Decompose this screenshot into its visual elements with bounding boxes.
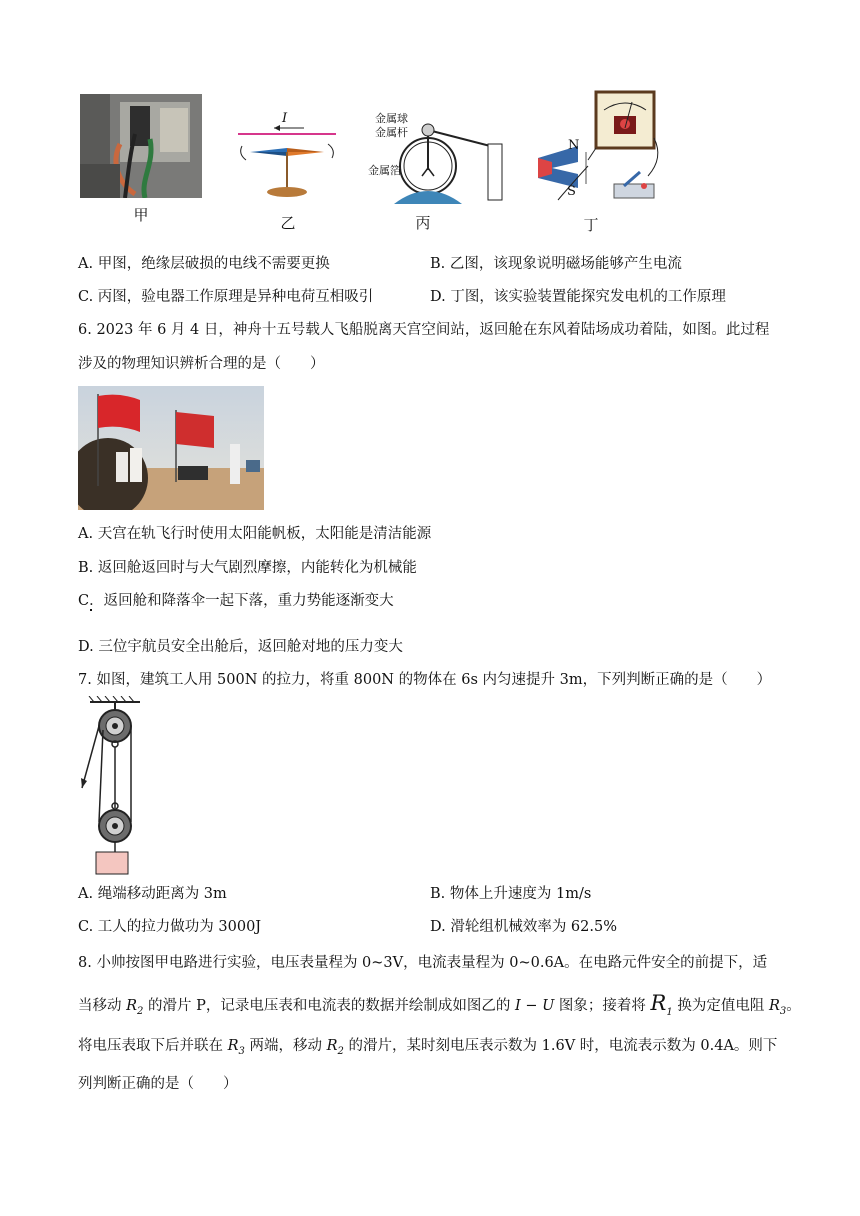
figure-ding-motor-experiment bbox=[528, 88, 668, 213]
figure-label-ding: 丁 bbox=[583, 216, 599, 234]
figure-jia-wiring-photo bbox=[80, 94, 202, 198]
var-I-U: I − U bbox=[515, 998, 555, 1014]
q5-option-C: C. 丙图，验电器工作原理是异种电荷互相吸引 bbox=[78, 289, 374, 305]
var-R2: $R_2$ bbox=[126, 998, 144, 1017]
q6-option-D: D. 三位宇航员安全出舱后，返回舱对地的压力变大 bbox=[78, 639, 403, 655]
q8-line1: 8. 小帅按图甲电路进行实验，电压表量程为 0~3V，电流表量程为 0~0.6A。在电路元件安全的前提下，适 bbox=[78, 955, 768, 971]
label-metal-ball: 金属球 bbox=[375, 112, 408, 125]
q7-stem: 7. 如图，建筑工人用 500N 的拉力，将重 800N 的物体在 6s 内匀速提升 3m，下列判断正确的是（ ） bbox=[78, 672, 772, 688]
q5-option-B: B. 乙图，该现象说明磁场能够产生电流 bbox=[430, 256, 682, 272]
q6-option-A: A. 天宫在轨飞行时使用太阳能帆板，太阳能是清洁能源 bbox=[78, 526, 432, 542]
q7-option-A: A. 绳端移动距离为 3m bbox=[78, 886, 227, 902]
var-R1: $R_1$ bbox=[650, 991, 673, 1019]
label-metal-rod: 金属杆 bbox=[375, 126, 408, 139]
magnet-pole-N: N bbox=[568, 138, 580, 153]
q7-option-D: D. 滑轮组机械效率为 62.5% bbox=[430, 919, 617, 935]
label-metal-foil: 金属箔 bbox=[368, 164, 401, 177]
q6-option-B: B. 返回舱返回时与大气剧烈摩擦，内能转化为机械能 bbox=[78, 560, 417, 576]
figure-landing-photo bbox=[78, 386, 264, 510]
q8-line4: 列判断正确的是（ ） bbox=[78, 1076, 238, 1092]
figure-label-bing: 丙 bbox=[415, 214, 431, 232]
q5-option-A: A. 甲图，绝缘层破损的电线不需要更换 bbox=[78, 256, 330, 272]
q7-option-B: B. 物体上升速度为 1m/s bbox=[430, 886, 592, 902]
figure-label-jia: 甲 bbox=[133, 206, 149, 224]
q7-option-C: C. 工人的拉力做功为 3000J bbox=[78, 919, 262, 935]
q8-line2: 当移动 $R_2$ 的滑片 P，记录电压表和电流表的数据并绘制成如图乙的 I − U 图象；接着将 $R_1$ 换为定值电阻 $R_3$。 bbox=[78, 991, 801, 1019]
var-R2: $R_2$ bbox=[326, 1038, 344, 1057]
var-R3: $R_3$ bbox=[768, 998, 787, 1017]
var-R3: $R_3$ bbox=[227, 1038, 245, 1057]
figure-pulley-system bbox=[76, 696, 146, 876]
q8-line3: 将电压表取下后并联在 $R_3$ 两端，移动 $R_2$ 的滑片，某时刻电压表示数为 1.6V 时，电流表示数为 0.4A。则下 bbox=[78, 1038, 778, 1057]
q6-stem-line1: 6. 2023 年 6 月 4 日，神舟十五号载人飞船脱离天宫空间站，返回舱在东风着陆场成功着陆，如图。此过程 bbox=[78, 322, 770, 338]
q6-stem-line2: 涉及的物理知识辨析合理的是（ ） bbox=[78, 356, 325, 372]
magnet-pole-S: S bbox=[567, 184, 576, 199]
current-label-I: I bbox=[282, 111, 288, 126]
q6-option-C: C．返回舱和降落伞一起下落，重力势能逐渐变大 bbox=[78, 593, 394, 609]
stray-dot bbox=[90, 609, 92, 611]
figure-label-yi: 乙 bbox=[280, 214, 296, 232]
q5-option-D: D. 丁图，该实验装置能探究发电机的工作原理 bbox=[430, 289, 726, 305]
